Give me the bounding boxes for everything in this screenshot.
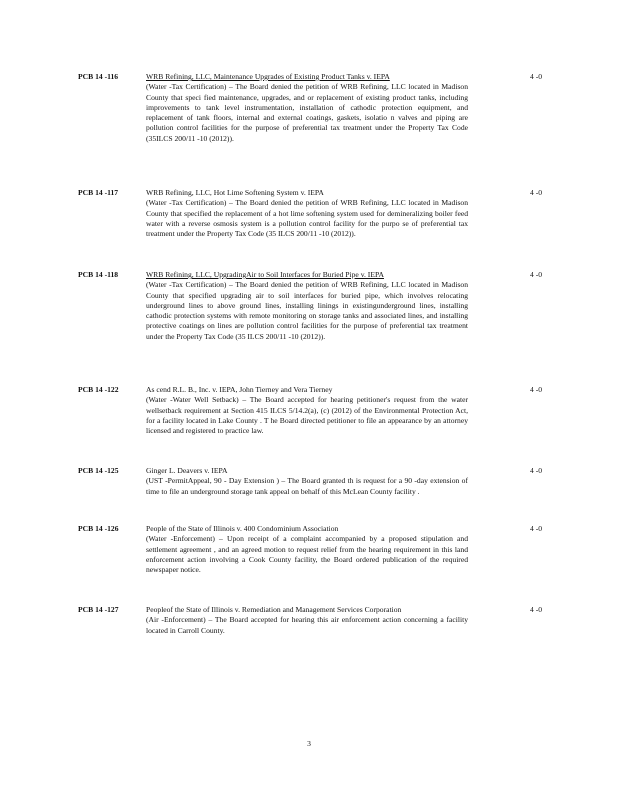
vote-tally: 4 -0 [530,385,543,394]
case-description: (Air -Enforcement) – The Board accepted for hearing this air enforcement action concerning a facility located in Carroll County. [146,615,468,635]
case-description: (Water -Enforcement) – Upon receipt of a complaint accompanied by a proposed stipulation and settlement agreement , and an agreed motion to request relief from the hearing requirement in this land enforcement action involving a Cook County facility, the Board ordered publication of the required newspaper notice. [146,534,468,575]
case-description: (UST -PermitAppeal, 90 - Day Extension ) – The Board granted th is request for a 90 -day extension of time to file an underground storage tank appeal on behalf of this McLean County facility . [146,476,468,496]
case-number: PCB 14 -126 [78,524,119,533]
case-body [146,524,468,575]
case-number: PCB 14 -125 [78,466,119,475]
case-description: (Water -Water Well Setback) – The Board accepted for hearing petitioner's request from the water wellsetback requirement at Section 415 ILCS 5/14.2(a), (c) (2012) of the Environmental Protection Act, for a facility located in Lake County . T he Board directed petitioner to file an appearance by an attorney licensed and registered to practice law. [146,395,468,436]
case-description: (Water -Tax Certification) – The Board denied the petition of WRB Refining, LLC located in Madison County that specified upgrading air to soil interfaces for buried pipe, which involves relocating underground lines to above ground lines, installing linings in existingunderground lines, installing cathodic protection systems with remote monitoring on storage tanks and associated lines, and installing protective coatings on lines are pollution control facilities for the purpose of preferential tax treatment under the Property Tax Code (35 ILCS 200/11 -10 (2012)). [146,280,468,341]
case-number: PCB 14 -127 [78,605,119,614]
case-description: (Water -Tax Certification) – The Board denied the petition of WRB Refining, LLC located in Madison County that speci fied maintenance, upgrades, and or replacement of existing product tanks, including improvements to tank level instrumentation, installation of cathodic protection equipment, and replacement of tank floors, internal and external coatings, gaskets, isolatio n valves and piping are pollution control facilities for the purpose of preferential tax treatment under the Property Tax Code (35ILCS 200/11 -10 (2012)). [146,82,468,143]
case-body [146,72,468,144]
case-title: Peopleof the State of Illinois v. Remediation and Management Services Corporation [146,605,402,614]
case-body [146,466,468,497]
vote-tally: 4 -0 [530,188,543,197]
case-number: PCB 14 -117 [78,188,119,197]
case-body [146,188,468,239]
case-title: As cend R.L. B., Inc. v. IEPA, John Tierney and Vera Tierney [146,385,333,394]
vote-tally: 4 -0 [530,524,543,533]
vote-tally: 4 -0 [530,270,543,279]
case-body [146,270,468,342]
case-title: Ginger L. Deavers v. IEPA [146,466,228,475]
page-number: 3 [307,739,311,748]
case-body [146,605,468,636]
case-number: PCB 14 -118 [78,270,119,279]
case-title: WRB Refining, LLC, UpgradingAir to Soil Interfaces for Buried Pipe v. IEPA [146,270,384,279]
case-number: PCB 14 -122 [78,385,119,394]
vote-tally: 4 -0 [530,605,543,614]
case-body [146,385,468,436]
vote-tally: 4 -0 [530,72,543,81]
case-title: People of the State of Illinois v. 400 Condominium Association [146,524,339,533]
case-title: WRB Refining, LLC, Maintenance Upgrades of Existing Product Tanks v. IEPA [146,72,390,81]
case-title: WRB Refining, LLC, Hot Lime Softening System v. IEPA [146,188,324,197]
case-number: PCB 14 -116 [78,72,119,81]
case-description: (Water -Tax Certification) – The Board denied the petition of WRB Refining, LLC located in Madison County that specified the replacement of a hot lime softening system used for demineralizing boiler feed water with a reverse osmosis system is a pollution control facility for the purpo se of preferential tax treatment under the Property Tax Code (35 ILCS 200/11 -10 (2012)). [146,198,468,239]
vote-tally: 4 -0 [530,466,543,475]
